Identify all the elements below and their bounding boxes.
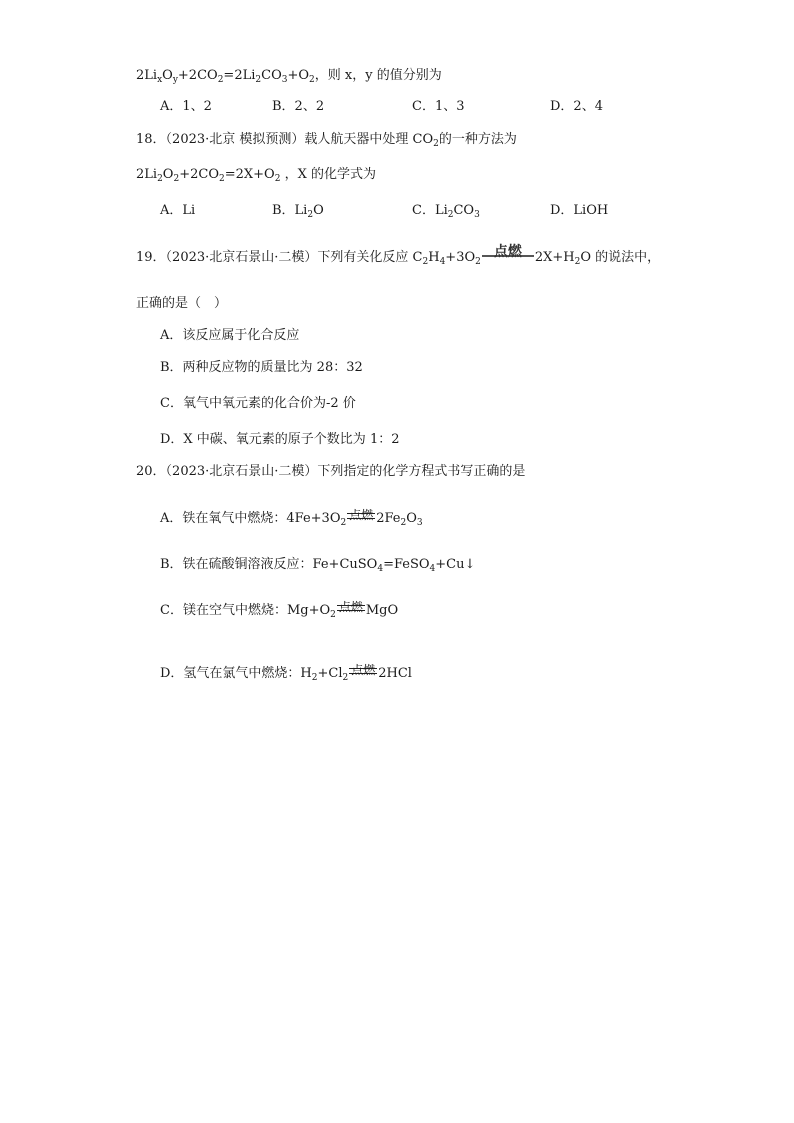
q17-option-d[interactable]: D．2、4 (550, 99, 603, 114)
q19-condition-arrow: 点燃 (482, 246, 534, 270)
q18-stem: 18．（2023·北京 模拟预测）载人航天器中处理 $CO_2$的一种方法为 (136, 132, 517, 149)
q19-option-d[interactable]: D．X 中碳、氧元素的原子个数比为 1：2 (160, 432, 400, 447)
q19-option-b[interactable]: B．两种反应物的质量比为 28：32 (160, 360, 363, 375)
q19-stem-line2: 正确的是（ ） (136, 296, 228, 311)
q18-option-a[interactable]: A．Li (160, 203, 196, 218)
q20-option-c[interactable]: C．镁在空气中燃烧：$Mg+O_2$ 点燃 MgO (0, 599, 794, 623)
q17-option-b[interactable]: B．2、2 (272, 99, 325, 114)
q18-equation: $2Li_2O_2+2CO_2=2X+O_2$ ，X 的化学式为 (136, 167, 376, 184)
q20-option-b[interactable]: B．铁在硫酸铜溶液反应：Fe+CuSO$_4$=FeSO$_4$+Cu↓ (160, 557, 476, 574)
q18-options (0, 199, 794, 223)
q17-options (0, 95, 794, 119)
q18-question: ，X 的化学式为 (284, 167, 376, 182)
q19-option-a[interactable]: A．该反应属于化合反应 (160, 328, 300, 343)
q19-option-c[interactable]: C．氧气中氧元素的化合价为-2 价 (160, 396, 356, 411)
q17-equation-line (0, 64, 794, 88)
q19-stem: 19．（2023·北京石景山·二模）下列有关化反应 $C_2H_4+3O_2$ 点燃 $2X+H_2O$ 的说法中， (0, 246, 794, 270)
q20-d-condition-arrow: 点燃 (351, 663, 376, 677)
q20-c-condition-arrow: 点燃 (338, 600, 363, 614)
q18-option-d[interactable]: D．LiOH (550, 203, 609, 218)
q20-option-a[interactable]: A．铁在氧气中燃烧：$4Fe+3O_2$ 点燃 $2Fe_2O_3$ (0, 507, 794, 531)
q17-option-c[interactable]: C．1、3 (412, 99, 465, 114)
q20-stem: 20．（2023·北京石景山·二模）下列指定的化学方程式书写正确的是 (136, 464, 526, 479)
q18-option-b[interactable]: B．$Li_2O$ (272, 203, 324, 220)
q20-option-d[interactable]: D．氢气在氯气中燃烧：$H_2+Cl_2$ 点燃 2HCl (0, 662, 794, 686)
q18-option-c[interactable]: C．$Li_2CO_3$ (412, 203, 480, 220)
q20-a-condition-arrow: 点燃 (349, 508, 374, 522)
q18-equation-line (0, 163, 794, 187)
q17-equation: $2Li_xO_y+2CO_2=2Li_2CO_3+O_2$，则 x，y 的值分别为 (136, 68, 442, 85)
q17-question: ，则 x，y 的值分别为 (314, 68, 442, 83)
q17-option-a[interactable]: A．1、2 (160, 99, 212, 114)
